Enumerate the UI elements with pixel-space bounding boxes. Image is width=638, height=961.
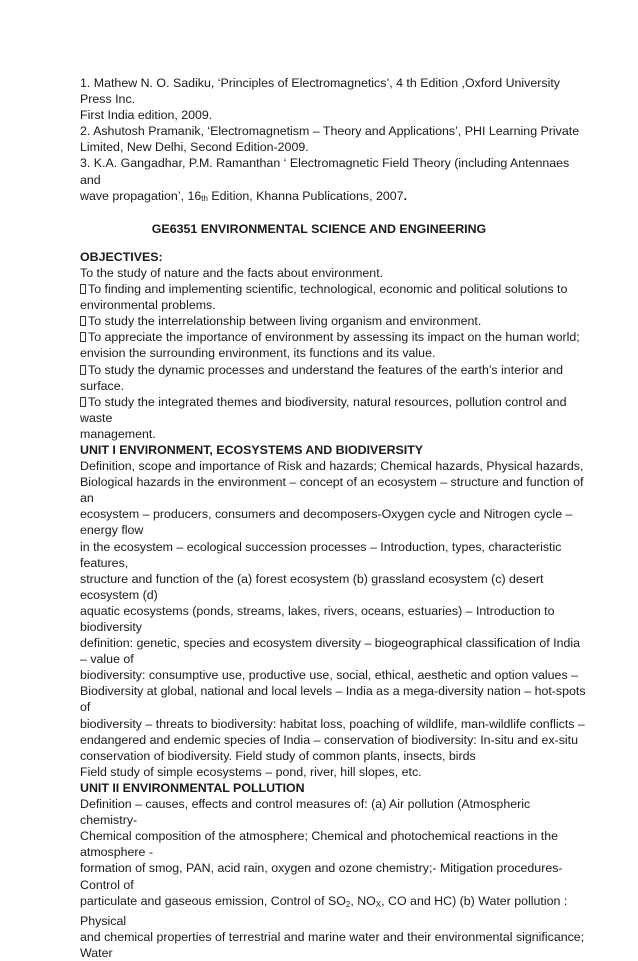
objective-text: To study the dynamic processes and understand the features of the earth’s interior and <box>88 362 564 377</box>
ref-ordinal-suffix: th <box>201 193 208 203</box>
objective-line <box>80 329 580 345</box>
objective-line <box>80 297 558 313</box>
objectives-heading: OBJECTIVES: <box>80 249 163 264</box>
reference-line: 1. Mathew N. O. Sadiku, ‘Principles of Electromagnetics’, 4 th Edition ,Oxford University <box>80 76 560 90</box>
objective-text: envision the surrounding environment, its functions and its value. <box>80 346 436 361</box>
objectives-intro: To the study of nature and the facts about environment. <box>80 265 384 280</box>
reference-line: First India edition, 2009. <box>80 108 213 123</box>
objectives-list <box>80 281 580 442</box>
reference-line: 2. Ashutosh Pramanik, ‘Electromagnetism – Theory and Applications’, PHI Learning Private <box>80 124 580 139</box>
unit1-body <box>80 458 586 780</box>
formula-text-post: , CO and HC) (b) Water pollution : <box>381 893 568 908</box>
ref-text-post: Edition, Khanna Publications, 2007 <box>207 188 404 203</box>
objective-line <box>80 313 558 329</box>
unit2-line: Definition – causes, effects and control measures of: (a) Air pollution (Atmospheric <box>80 797 531 812</box>
unit1-line: features, <box>80 555 129 570</box>
unit1-line: Biodiversity at global, national and local levels – India as a mega-diversity nation – hot-spots <box>80 684 586 699</box>
objective-text: To study the integrated themes and biodiversity, natural resources, pollution control and <box>88 394 567 409</box>
unit1-line: endangered and endemic species of India – conservation of biodiversity: In-situ and ex-situ <box>80 732 578 747</box>
objective-line <box>80 345 558 361</box>
missing-glyph-bullet-icon <box>80 316 86 326</box>
unit1-line: an <box>80 491 94 506</box>
objective-text: waste <box>80 410 113 425</box>
objectives-section <box>80 249 580 442</box>
objective-text: surface. <box>80 378 125 393</box>
unit2-heading: UNIT II ENVIRONMENTAL POLLUTION <box>80 780 305 795</box>
reference-line: 3. K.A. Gangadhar, P.M. Ramanthan ‘ Electromagnetic Field Theory (including Antennaes <box>80 156 570 171</box>
unit2-line: and chemical properties of terrestrial and marine water and their environmental significance; <box>80 929 585 944</box>
unit1-line: Definition, scope and importance of Risk and hazards; Chemical hazards, Physical hazards, <box>80 459 584 474</box>
unit1-line: energy flow <box>80 523 144 538</box>
unit1-line: definition: genetic, species and ecosystem diversity – biogeographical classification of India <box>80 636 581 651</box>
unit1-line: biodiversity <box>80 620 142 634</box>
unit1-line: ecosystem – producers, consumers and decomposers-Oxygen cycle and Nitrogen cycle – <box>80 507 573 522</box>
formula-text-mid: , NO <box>350 893 376 908</box>
unit1-line: Biological hazards in the environment – concept of an ecosystem – structure and function of <box>80 475 584 490</box>
unit1-line: conservation of biodiversity. Field study of common plants, insects, birds <box>80 748 476 763</box>
unit1-line: ecosystem (d) <box>80 587 158 602</box>
objective-text: environmental problems. <box>80 298 216 313</box>
unit1-heading: UNIT I ENVIRONMENT, ECOSYSTEMS AND BIODIVERSITY <box>80 442 424 457</box>
objective-line <box>80 378 558 394</box>
objective-line <box>80 281 568 297</box>
reference-line: Press Inc. <box>80 92 136 107</box>
ref-text-pre: wave propagation’, 16 <box>80 188 202 203</box>
unit2-formula-line <box>80 893 568 913</box>
references-section <box>80 75 580 207</box>
missing-glyph-bullet-icon <box>80 365 86 375</box>
formula-text-pre: particulate and gaseous emission, Control of SO <box>80 893 346 908</box>
unit2-body-continued <box>80 913 585 961</box>
objective-text: To appreciate the importance of environment by assessing its impact on the human world; <box>88 330 580 345</box>
objective-text: To study the interrelationship between living organism and environment. <box>88 314 482 329</box>
formula-subscript-nox: X <box>375 899 382 909</box>
unit1-line: Field study of simple ecosystems – pond, river, hill slopes, etc. <box>80 764 422 779</box>
unit1-section <box>80 442 586 780</box>
objective-line <box>80 426 558 442</box>
unit1-line: in the ecosystem – ecological succession processes – Introduction, types, characteristic <box>80 539 562 554</box>
missing-glyph-bullet-icon <box>80 332 86 342</box>
course-title: GE6351 ENVIRONMENTAL SCIENCE AND ENGINEERING <box>151 221 487 236</box>
objective-text: management. <box>80 426 156 441</box>
missing-glyph-bullet-icon <box>80 397 86 407</box>
unit2-line: chemistry- <box>80 813 138 828</box>
objective-line <box>80 362 564 378</box>
unit2-line: Chemical composition of the atmosphere; Chemical and photochemical reactions in the <box>80 829 558 844</box>
unit1-line: biodiversity: consumptive use, productive use, social, ethical, aesthetic and option values – <box>80 668 578 683</box>
unit2-body <box>80 796 563 893</box>
objective-line <box>80 394 567 410</box>
reference-line: and <box>80 172 101 187</box>
formula-subscript-so2: 2 <box>345 899 351 909</box>
unit2-line: Control of <box>80 877 134 892</box>
reference-line: Limited, New Delhi, Second Edition-2009. <box>80 140 309 155</box>
ref-period: . <box>403 188 408 203</box>
unit2-line: atmosphere - <box>80 845 154 860</box>
unit1-line: aquatic ecosystems (ponds, streams, lakes, rivers, oceans, estuaries) – Introduction to <box>80 603 555 618</box>
unit1-line: of <box>80 700 91 715</box>
unit1-line: – value of <box>80 652 134 667</box>
reference-line-last <box>80 188 558 207</box>
objective-text: To finding and implementing scientific, technological, economic and political solutions to <box>88 282 568 297</box>
document-page <box>80 75 586 961</box>
unit2-line: Water <box>80 945 113 960</box>
unit2-line: Physical <box>80 913 127 928</box>
objective-line <box>80 410 558 426</box>
unit1-line: biodiversity – threats to biodiversity: habitat loss, poaching of wildlife, man-wildlife conflicts – <box>80 716 585 731</box>
unit2-line: formation of smog, PAN, acid rain, oxygen and ozone chemistry;- Mitigation procedures- <box>80 861 563 876</box>
unit1-line: structure and function of the (a) forest ecosystem (b) grassland ecosystem (c) desert <box>80 571 544 586</box>
unit2-section <box>80 780 585 961</box>
missing-glyph-bullet-icon <box>80 284 86 294</box>
